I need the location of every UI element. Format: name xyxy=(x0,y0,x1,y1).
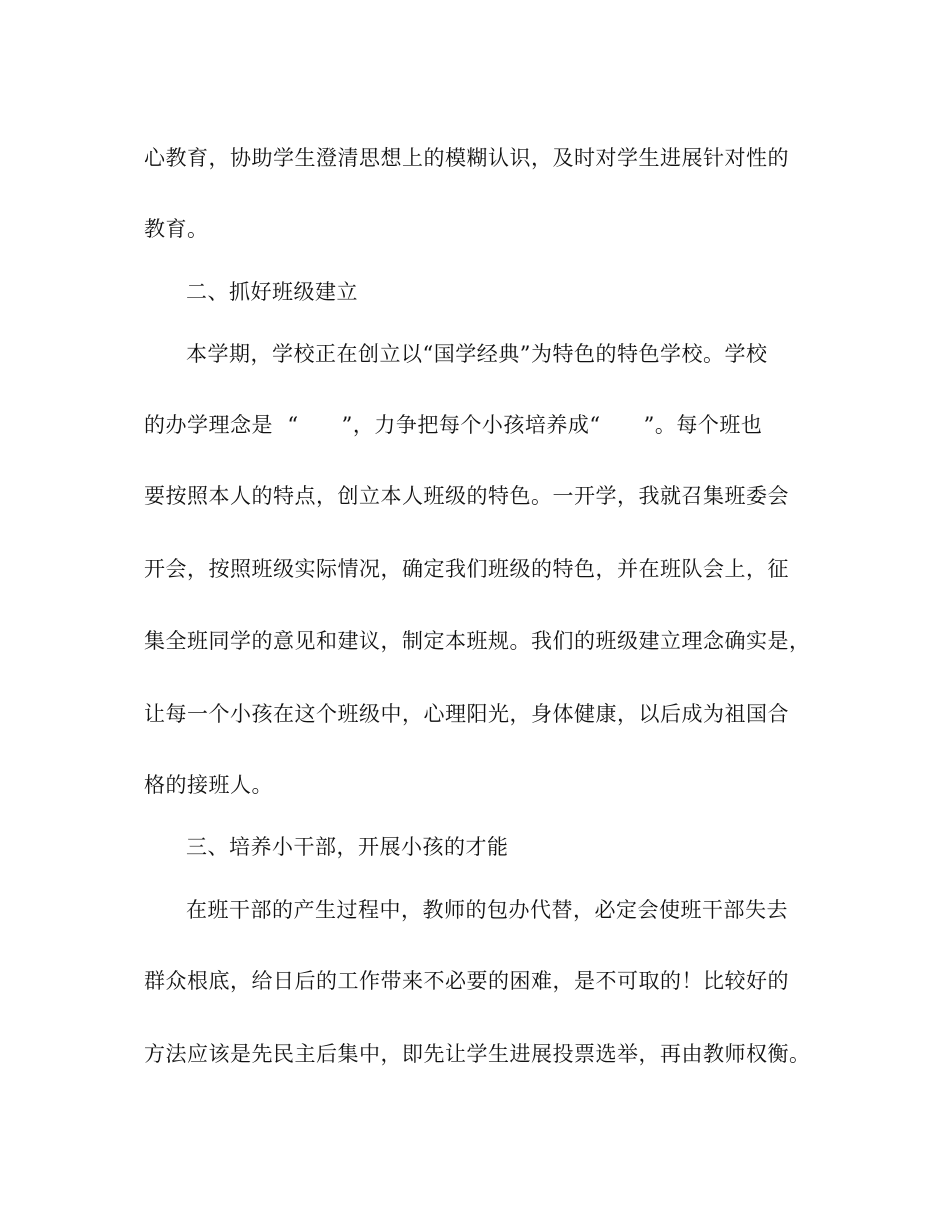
paragraph-line: 方法应该是先民主后集中，即先让学生进展投票选举，再由教师权衡。 xyxy=(144,1042,811,1066)
paragraph-line: 群众根底，给日后的工作带来不必要的困难，是不可取的！比较好的 xyxy=(144,969,789,993)
paragraph-line: 开会，按照班级实际情况，确定我们班级的特色，并在班队会上，征 xyxy=(144,557,789,581)
paragraph-line: 心教育，协助学生澄清思想上的模糊认识，及时对学生进展针对性的 xyxy=(144,146,789,170)
paragraph-line: 在班干部的产生过程中，教师的包办代替，必定会使班干部失去 xyxy=(186,898,788,922)
paragraph-line: 教育。 xyxy=(144,217,209,241)
paragraph-line: 让每一个小孩在这个班级中，心理阳光，身体健康，以后成为祖国合 xyxy=(144,702,789,726)
paragraph-line: 格的接班人。 xyxy=(144,773,273,797)
paragraph-line: 的办学理念是 “ ”，力争把每个小孩培养成“ ”。每个班也 xyxy=(144,413,763,437)
paragraph-line: 集全班同学的意见和建议，制定本班规。我们的班级建立理念确实是， xyxy=(144,629,811,653)
paragraph-line: 本学期，学校正在创立以“国学经典”为特色的特色学校。学校 xyxy=(186,342,768,366)
section-heading: 二、抓好班级建立 xyxy=(186,280,358,304)
paragraph-line: 要按照本人的特点，创立本人班级的特色。一开学，我就召集班委会 xyxy=(144,484,789,508)
section-heading: 三、培养小干部，开展小孩的才能 xyxy=(186,835,509,859)
